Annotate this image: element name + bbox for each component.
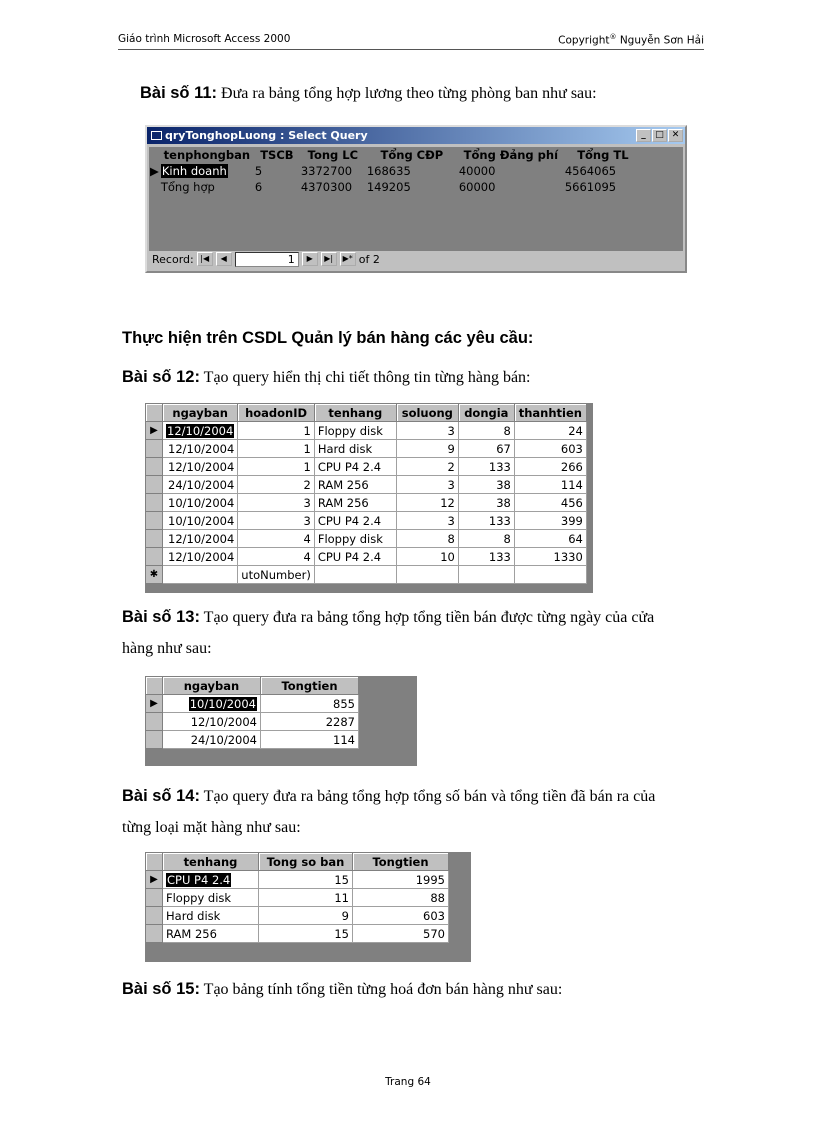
current-record-icon[interactable]: ▶ xyxy=(146,695,163,713)
ex13-datasheet xyxy=(145,676,417,766)
col-header[interactable]: tenhang xyxy=(314,404,396,422)
window-titlebar[interactable]: qryTonghopLuong : Select Query _ □ ✕ xyxy=(147,127,685,144)
col-header[interactable]: thanhtien xyxy=(514,404,586,422)
last-record-button[interactable]: ▶| xyxy=(321,252,337,266)
page-number: Trang 64 xyxy=(385,1076,431,1088)
ex14-datasheet xyxy=(145,852,471,962)
table-row[interactable]: 24/10/2004 114 xyxy=(146,731,359,749)
minimize-button[interactable]: _ xyxy=(636,129,651,142)
new-record-row[interactable]: ✱ utoNumber) xyxy=(146,566,587,584)
table-row[interactable]: Floppy disk 11 88 xyxy=(146,889,449,907)
table-row[interactable]: ▶ 12/10/2004 1 Floppy disk 3 8 24 xyxy=(146,422,587,440)
col-header[interactable]: hoadonID xyxy=(238,404,315,422)
ex14-text: Bài số 14: Tạo query đưa ra bảng tổng hợp tổng số bán và tổng tiền đã bán ra của xyxy=(122,787,656,805)
corner-cell[interactable] xyxy=(146,404,163,422)
table-row[interactable]: 10/10/2004 3 RAM 256 12 38 456 xyxy=(146,494,587,512)
first-record-button[interactable]: |◀ xyxy=(197,252,213,266)
next-record-button[interactable]: ▶ xyxy=(302,252,318,266)
col-header[interactable]: Tổng Đảng phí xyxy=(463,148,559,162)
table-row[interactable]: 12/10/2004 4 CPU P4 2.4 10 133 1330 xyxy=(146,548,587,566)
new-record-button[interactable]: ▶* xyxy=(340,252,356,266)
record-navigator xyxy=(149,250,683,268)
query-window[interactable] xyxy=(145,125,687,273)
record-number-input[interactable]: 1 xyxy=(235,252,299,267)
col-header[interactable]: Tổng CĐP xyxy=(380,148,444,162)
record-label: Record: xyxy=(152,252,194,266)
table-row[interactable]: RAM 256 15 570 xyxy=(146,925,449,943)
table-row[interactable]: 12/10/2004 4 Floppy disk 8 8 64 xyxy=(146,530,587,548)
page-header xyxy=(118,31,704,50)
col-header[interactable]: Tongtien xyxy=(353,853,449,871)
table-row[interactable]: ▶ 10/10/2004 855 xyxy=(146,695,359,713)
table-row[interactable]: 10/10/2004 3 CPU P4 2.4 3 133 399 xyxy=(146,512,587,530)
current-record-icon[interactable]: ▶ xyxy=(146,422,163,440)
table-row[interactable]: 24/10/2004 2 RAM 256 3 38 114 xyxy=(146,476,587,494)
header-title: Giáo trình Microsoft Access 2000 xyxy=(118,33,291,45)
corner-cell[interactable] xyxy=(146,853,163,871)
col-header[interactable]: dongia xyxy=(458,404,514,422)
query-icon xyxy=(151,131,162,140)
maximize-button[interactable]: □ xyxy=(652,129,667,142)
section-heading: Thực hiện trên CSDL Quản lý bán hàng các yêu cầu: xyxy=(122,329,534,347)
table-row[interactable]: 12/10/2004 2287 xyxy=(146,713,359,731)
current-record-icon[interactable]: ▶ xyxy=(150,164,159,178)
table-row[interactable]: ▶ CPU P4 2.4 15 1995 xyxy=(146,871,449,889)
table-row[interactable]: 12/10/2004 1 Hard disk 9 67 603 xyxy=(146,440,587,458)
table-row[interactable]: 12/10/2004 1 CPU P4 2.4 2 133 266 xyxy=(146,458,587,476)
close-button[interactable]: ✕ xyxy=(668,129,683,142)
ex13-text-cont: hàng như sau: xyxy=(122,640,212,657)
ex14-text-cont: từng loại mặt hàng như sau: xyxy=(122,819,301,836)
corner-cell[interactable] xyxy=(149,147,160,163)
col-header[interactable]: Tong LC xyxy=(307,148,359,162)
corner-cell[interactable] xyxy=(146,677,163,695)
table-row[interactable]: ▶ Kinh doanh 5 3372700 168635 40000 4564065 xyxy=(150,164,617,178)
col-header[interactable]: ngayban xyxy=(163,404,238,422)
ex15-text: Bài số 15: Tạo bảng tính tổng tiền từng hoá đơn bán hàng như sau: xyxy=(122,980,563,998)
ex12-datasheet xyxy=(145,403,593,593)
col-header[interactable]: Tổng TL xyxy=(577,148,629,162)
prev-record-button[interactable]: ◀ xyxy=(216,252,232,266)
col-header[interactable]: Tongtien xyxy=(261,677,359,695)
new-record-icon[interactable]: ✱ xyxy=(146,566,163,584)
col-header[interactable]: TSCB xyxy=(260,148,294,162)
table-row[interactable]: Hard disk 9 603 xyxy=(146,907,449,925)
col-header[interactable]: ngayban xyxy=(163,677,261,695)
ex11-text: Bài số 11: Đưa ra bảng tổng hợp lương theo từng phòng ban như sau: xyxy=(140,84,597,102)
ex13-text: Bài số 13: Tạo query đưa ra bảng tổng hợp tổng tiền bán được từng ngày của cửa xyxy=(122,608,655,626)
col-header[interactable]: tenphongban xyxy=(163,148,251,162)
header-copyright: Copyright® Nguyễn Sơn Hải xyxy=(558,33,704,47)
current-record-icon[interactable]: ▶ xyxy=(146,871,163,889)
ex12-text: Bài số 12: Tạo query hiển thị chi tiết thông tin từng hàng bán: xyxy=(122,368,531,386)
col-header[interactable]: soluong xyxy=(396,404,458,422)
col-header[interactable]: Tong so ban xyxy=(259,853,353,871)
record-count: of 2 xyxy=(358,252,380,266)
table-row[interactable]: Tổng hợp 6 4370300 149205 60000 5661095 xyxy=(160,180,617,194)
datasheet xyxy=(149,147,683,251)
col-header[interactable]: tenhang xyxy=(163,853,259,871)
